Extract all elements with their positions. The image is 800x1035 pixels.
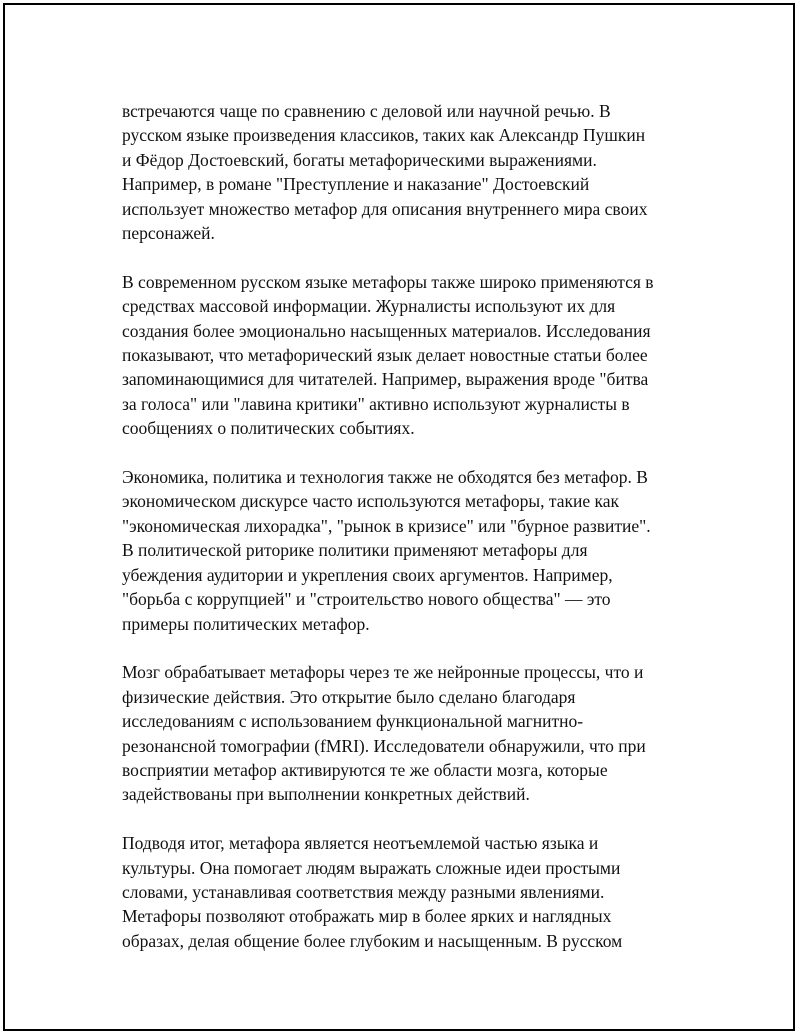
text-line: Подводя итог, метафора является неотъемлемой частью языка и xyxy=(122,833,599,854)
text-line: создания более эмоционально насыщенных материалов. Исследования xyxy=(122,320,651,341)
text-line: В политической риторике политики применяют метафоры для xyxy=(122,540,588,561)
text-line: "борьба с коррупцией" и "строительство нового общества" — это xyxy=(122,589,611,610)
text-line: Мозг обрабатывает метафоры через те же нейронные процессы, что и xyxy=(122,662,644,683)
text-line: средствах массовой информации. Журналисты используют их для xyxy=(122,296,616,317)
text-line: задействованы при выполнении конкретных действий. xyxy=(122,784,530,805)
text-line: убеждения аудитории и укрепления своих аргументов. Например, xyxy=(122,564,613,585)
text-line: показывают, что метафорический язык делает новостные статьи более xyxy=(122,345,648,366)
text-line: использует множество метафор для описания внутреннего мира своих xyxy=(122,198,648,219)
text-line: персонажей. xyxy=(122,223,215,244)
paragraph-literature xyxy=(122,99,702,245)
text-line: экономическом дискурсе часто используются метафоры, такие как xyxy=(122,491,620,512)
page-frame xyxy=(3,3,795,1031)
text-line: культуры. Она помогает людям выражать сложные идеи простыми xyxy=(122,857,621,878)
text-line: сообщениях о политических событиях. xyxy=(122,418,415,439)
paragraph-media xyxy=(122,270,702,441)
text-line: резонансной томографии (fMRI). Исследователи обнаружили, что при xyxy=(122,735,646,756)
text-line: Метафоры позволяют отображать мир в более ярких и наглядных xyxy=(122,906,612,927)
text-line: восприятии метафор активируются те же области мозга, которые xyxy=(122,759,608,780)
paragraph-economics-politics xyxy=(122,465,702,636)
text-line: русском языке произведения классиков, таких как Александр Пушкин xyxy=(122,125,646,146)
paragraph-neuroscience xyxy=(122,660,702,806)
text-line: и Фёдор Достоевский, богаты метафорическими выражениями. xyxy=(122,149,597,170)
document-body xyxy=(122,99,702,953)
text-line: запоминающимися для читателей. Например, выражения вроде "битва xyxy=(122,369,649,390)
text-line: физические действия. Это открытие было сделано благодаря xyxy=(122,686,576,707)
text-line: Например, в романе "Преступление и наказание" Достоевский xyxy=(122,174,590,195)
text-line: примеры политических метафор. xyxy=(122,613,370,634)
text-line: образах, делая общение более глубоким и насыщенным. В русском xyxy=(122,930,623,951)
text-line: Экономика, политика и технология также не обходятся без метафор. В xyxy=(122,467,648,488)
text-line: "экономическая лихорадка", "рынок в кризисе" или "бурное развитие". xyxy=(122,515,651,536)
text-line: словами, устанавливая соответствия между разными явлениями. xyxy=(122,881,605,902)
paragraph-conclusion xyxy=(122,831,702,953)
text-line: за голоса" или "лавина критики" активно используют журналисты в xyxy=(122,393,630,414)
text-line: В современном русском языке метафоры также широко применяются в xyxy=(122,271,654,292)
text-line: встречаются чаще по сравнению с деловой или научной речью. В xyxy=(122,101,611,121)
text-line: исследованиям с использованием функциональной магнитно- xyxy=(122,711,584,732)
